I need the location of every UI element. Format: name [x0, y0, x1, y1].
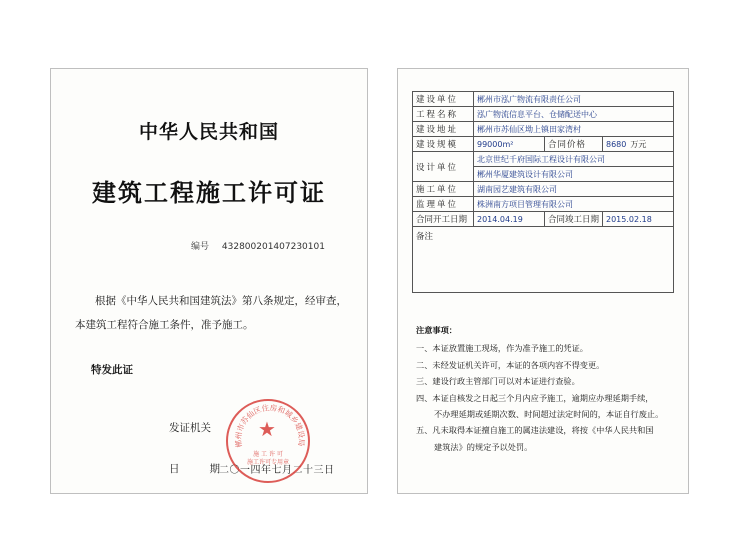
note-item: 五、凡未取得本证擅自施工的属违法建设，将按《中华人民共和国	[416, 425, 654, 436]
seal-star-icon: ★	[258, 417, 276, 441]
table-row	[413, 107, 674, 122]
field-value: 郴州市苏仙区坳上镇田家湾村	[474, 122, 674, 137]
official-seal	[226, 399, 310, 483]
serial-number-row	[191, 239, 325, 252]
table-row	[413, 137, 674, 152]
field-value: 8680 万元	[603, 137, 674, 152]
field-value: 北京世纪千府国际工程设计有限公司	[474, 152, 674, 167]
remarks-label: 备注	[416, 232, 434, 242]
issuer-label: 发证机关	[169, 422, 211, 434]
table-row	[413, 122, 674, 137]
right-page	[397, 68, 689, 494]
table-row	[413, 212, 674, 227]
table-row	[413, 152, 674, 167]
table-row	[413, 197, 674, 212]
certificate-body-text: 根据《中华人民共和国建筑法》第八条规定，经审查，本建筑工程符合施工条件，准予施工。	[75, 295, 347, 331]
field-value: 2014.04.19	[474, 212, 545, 227]
special-issue-text: 特发此证	[91, 364, 133, 376]
field-label: 合同竣工日期	[544, 212, 602, 227]
field-value: 2015.02.18	[603, 212, 674, 227]
field-value: 郴州华厦建筑设计有限公司	[474, 167, 674, 182]
field-label: 建设地址	[413, 122, 474, 137]
issue-date-label: 日 期	[169, 463, 220, 475]
table-row	[413, 227, 674, 293]
field-label: 合同开工日期	[413, 212, 474, 227]
serial-label: 编号	[191, 242, 210, 252]
field-label: 施工单位	[413, 182, 474, 197]
note-item: 三、建设行政主管部门可以对本证进行查验。	[416, 376, 580, 387]
issue-date: 二〇一四年七月二十三日	[219, 465, 335, 476]
note-item: 建筑法》的规定予以处罚。	[434, 441, 533, 452]
notes-section	[416, 322, 678, 455]
seal-ring-text	[228, 401, 312, 485]
note-item: 一、本证放置施工现场，作为准予施工的凭证。	[416, 343, 588, 354]
field-label: 工程名称	[413, 107, 474, 122]
note-item: 不办理延期或延期次数、时间超过法定时间的，本证自行废止。	[434, 409, 664, 420]
field-value: 泓广物流信息平台、仓储配送中心	[474, 107, 674, 122]
certificate-title: 建筑工程施工许可证	[92, 178, 326, 207]
field-value: 郴州市泓广物流有限责任公司	[474, 92, 674, 107]
table-row	[413, 182, 674, 197]
note-item: 二、未经发证机关许可，本证的各项内容不得变更。	[416, 359, 605, 370]
field-label: 设计单位	[413, 152, 474, 182]
field-label: 监理单位	[413, 197, 474, 212]
serial-number: 432800201407230101	[221, 242, 325, 252]
field-value: 99000m²	[474, 137, 545, 152]
field-value: 湖南园艺建筑有限公司	[474, 182, 674, 197]
note-item: 四、本证自核发之日起三个月内应予施工，逾期应办理延期手续，	[416, 392, 654, 403]
field-label: 建设规模	[413, 137, 474, 152]
project-info-table	[412, 91, 674, 293]
field-value: 株洲南方项目管理有限公司	[474, 197, 674, 212]
remarks-field	[413, 227, 674, 293]
left-page	[50, 68, 368, 494]
notes-title: 注意事项：	[416, 325, 457, 335]
field-label: 建设单位	[413, 92, 474, 107]
table-row	[413, 92, 674, 107]
svg-text:郴州市苏仙区住房和城乡建设局: 郴州市苏仙区住房和城乡建设局	[233, 403, 307, 449]
field-label: 合同价格	[544, 137, 602, 152]
certificate-country-title: 中华人民共和国	[138, 121, 279, 143]
seal-center-text: 施 工 许 可 施工许可专用章	[246, 451, 289, 466]
